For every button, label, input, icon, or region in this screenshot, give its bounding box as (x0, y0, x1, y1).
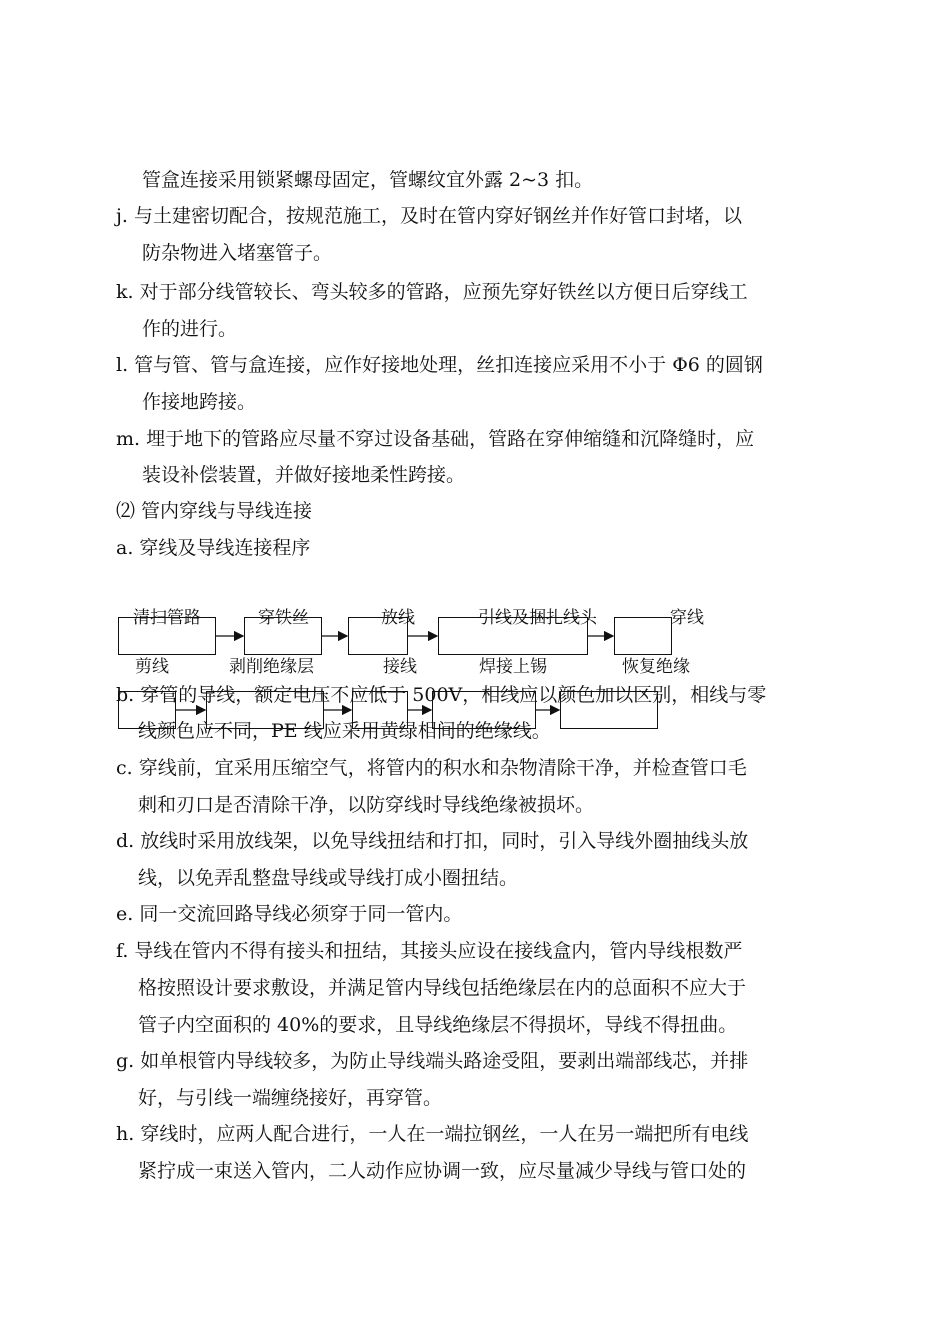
item-d-line2: 线，以免弄乱整盘导线或导线打成小圈扭结。 (138, 867, 519, 889)
section-heading: ⑵ 管内穿线与导线连接 (116, 500, 313, 522)
item-g-line2: 好，与引线一端缠绕接好，再穿管。 (138, 1087, 443, 1109)
item-f-line3: 管子内空面积的 40%的要求，且导线绝缘层不得损坏，导线不得扭曲。 (138, 1014, 738, 1036)
flow-label: 清扫管路 (133, 608, 201, 628)
item-e: e. 同一交流回路导线必须穿于同一管内。 (116, 903, 463, 925)
item-k-line1: k. 对于部分线管较长、弯头较多的管路，应预先穿好铁丝以方便日后穿线工 (116, 281, 748, 303)
item-l-line2: 作接地跨接。 (142, 391, 257, 413)
item-d-line1: d. 放线时采用放线架，以免导线扭结和打扣，同时，引入导线外圈抽线头放 (116, 830, 749, 852)
item-j-line1: j. 与土建密切配合，按规范施工，及时在管内穿好钢丝并作好管口封堵，以 (116, 205, 742, 227)
item-l-line1: l. 管与管、管与盒连接，应作好接地处理，丝扣连接应采用不小于 Φ6 的圆钢 (116, 354, 763, 376)
item-b-line2: 线颜色应不同，PE 线应采用黄绿相间的绝缘线。 (138, 720, 551, 742)
flow-label: 接线 (383, 657, 417, 677)
item-k-line2: 作的进行。 (142, 318, 238, 340)
item-c-line2: 刺和刃口是否清除干净，以防穿线时导线绝缘被损坏。 (138, 794, 595, 816)
flow-label: 剥削绝缘层 (229, 657, 314, 677)
item-f-line2: 格按照设计要求敷设，并满足管内导线包括绝缘层在内的总面积不应大于 (138, 977, 747, 999)
item-h-line1: h. 穿线时，应两人配合进行，一人在一端拉钢丝，一人在另一端把所有电线 (116, 1123, 749, 1145)
item-m-line1: m. 埋于地下的管路应尽量不穿过设备基础，管路在穿伸缩缝和沉降缝时，应 (116, 428, 755, 450)
line-i-continuation: 管盒连接采用锁紧螺母固定，管螺纹宜外露 2~3 扣。 (142, 169, 594, 191)
flow-label: 恢复绝缘 (622, 657, 690, 677)
flow-label: 穿铁丝 (258, 608, 309, 628)
item-g-line1: g. 如单根管内导线较多，为防止导线端头路途受阻，要剥出端部线芯，并排 (116, 1050, 749, 1072)
flow-label: 放线 (381, 608, 415, 628)
item-j-line2: 防杂物进入堵塞管子。 (142, 242, 333, 264)
flow-label: 穿线 (670, 608, 704, 628)
item-h-line2: 紧拧成一束送入管内，二人动作应协调一致，应尽量减少导线与管口处的 (138, 1160, 747, 1182)
item-c-line1: c. 穿线前，宜采用压缩空气，将管内的积水和杂物清除干净，并检查管口毛 (116, 757, 747, 779)
item-b-line1: b. 穿管的导线，额定电压不应低于 500V，相线应以颜色加以区别，相线与零 (116, 684, 767, 706)
flow-label: 剪线 (135, 657, 169, 677)
flow-label: 焊接上锡 (479, 657, 547, 677)
item-f-line1: f. 导线在管内不得有接头和扭结，其接头应设在接线盒内，管内导线根数严 (116, 940, 743, 962)
item-m-line2: 装设补偿装置，并做好接地柔性跨接。 (142, 464, 466, 486)
item-a: a. 穿线及导线连接程序 (116, 537, 311, 559)
flow-label: 引线及捆扎线头 (478, 608, 597, 628)
